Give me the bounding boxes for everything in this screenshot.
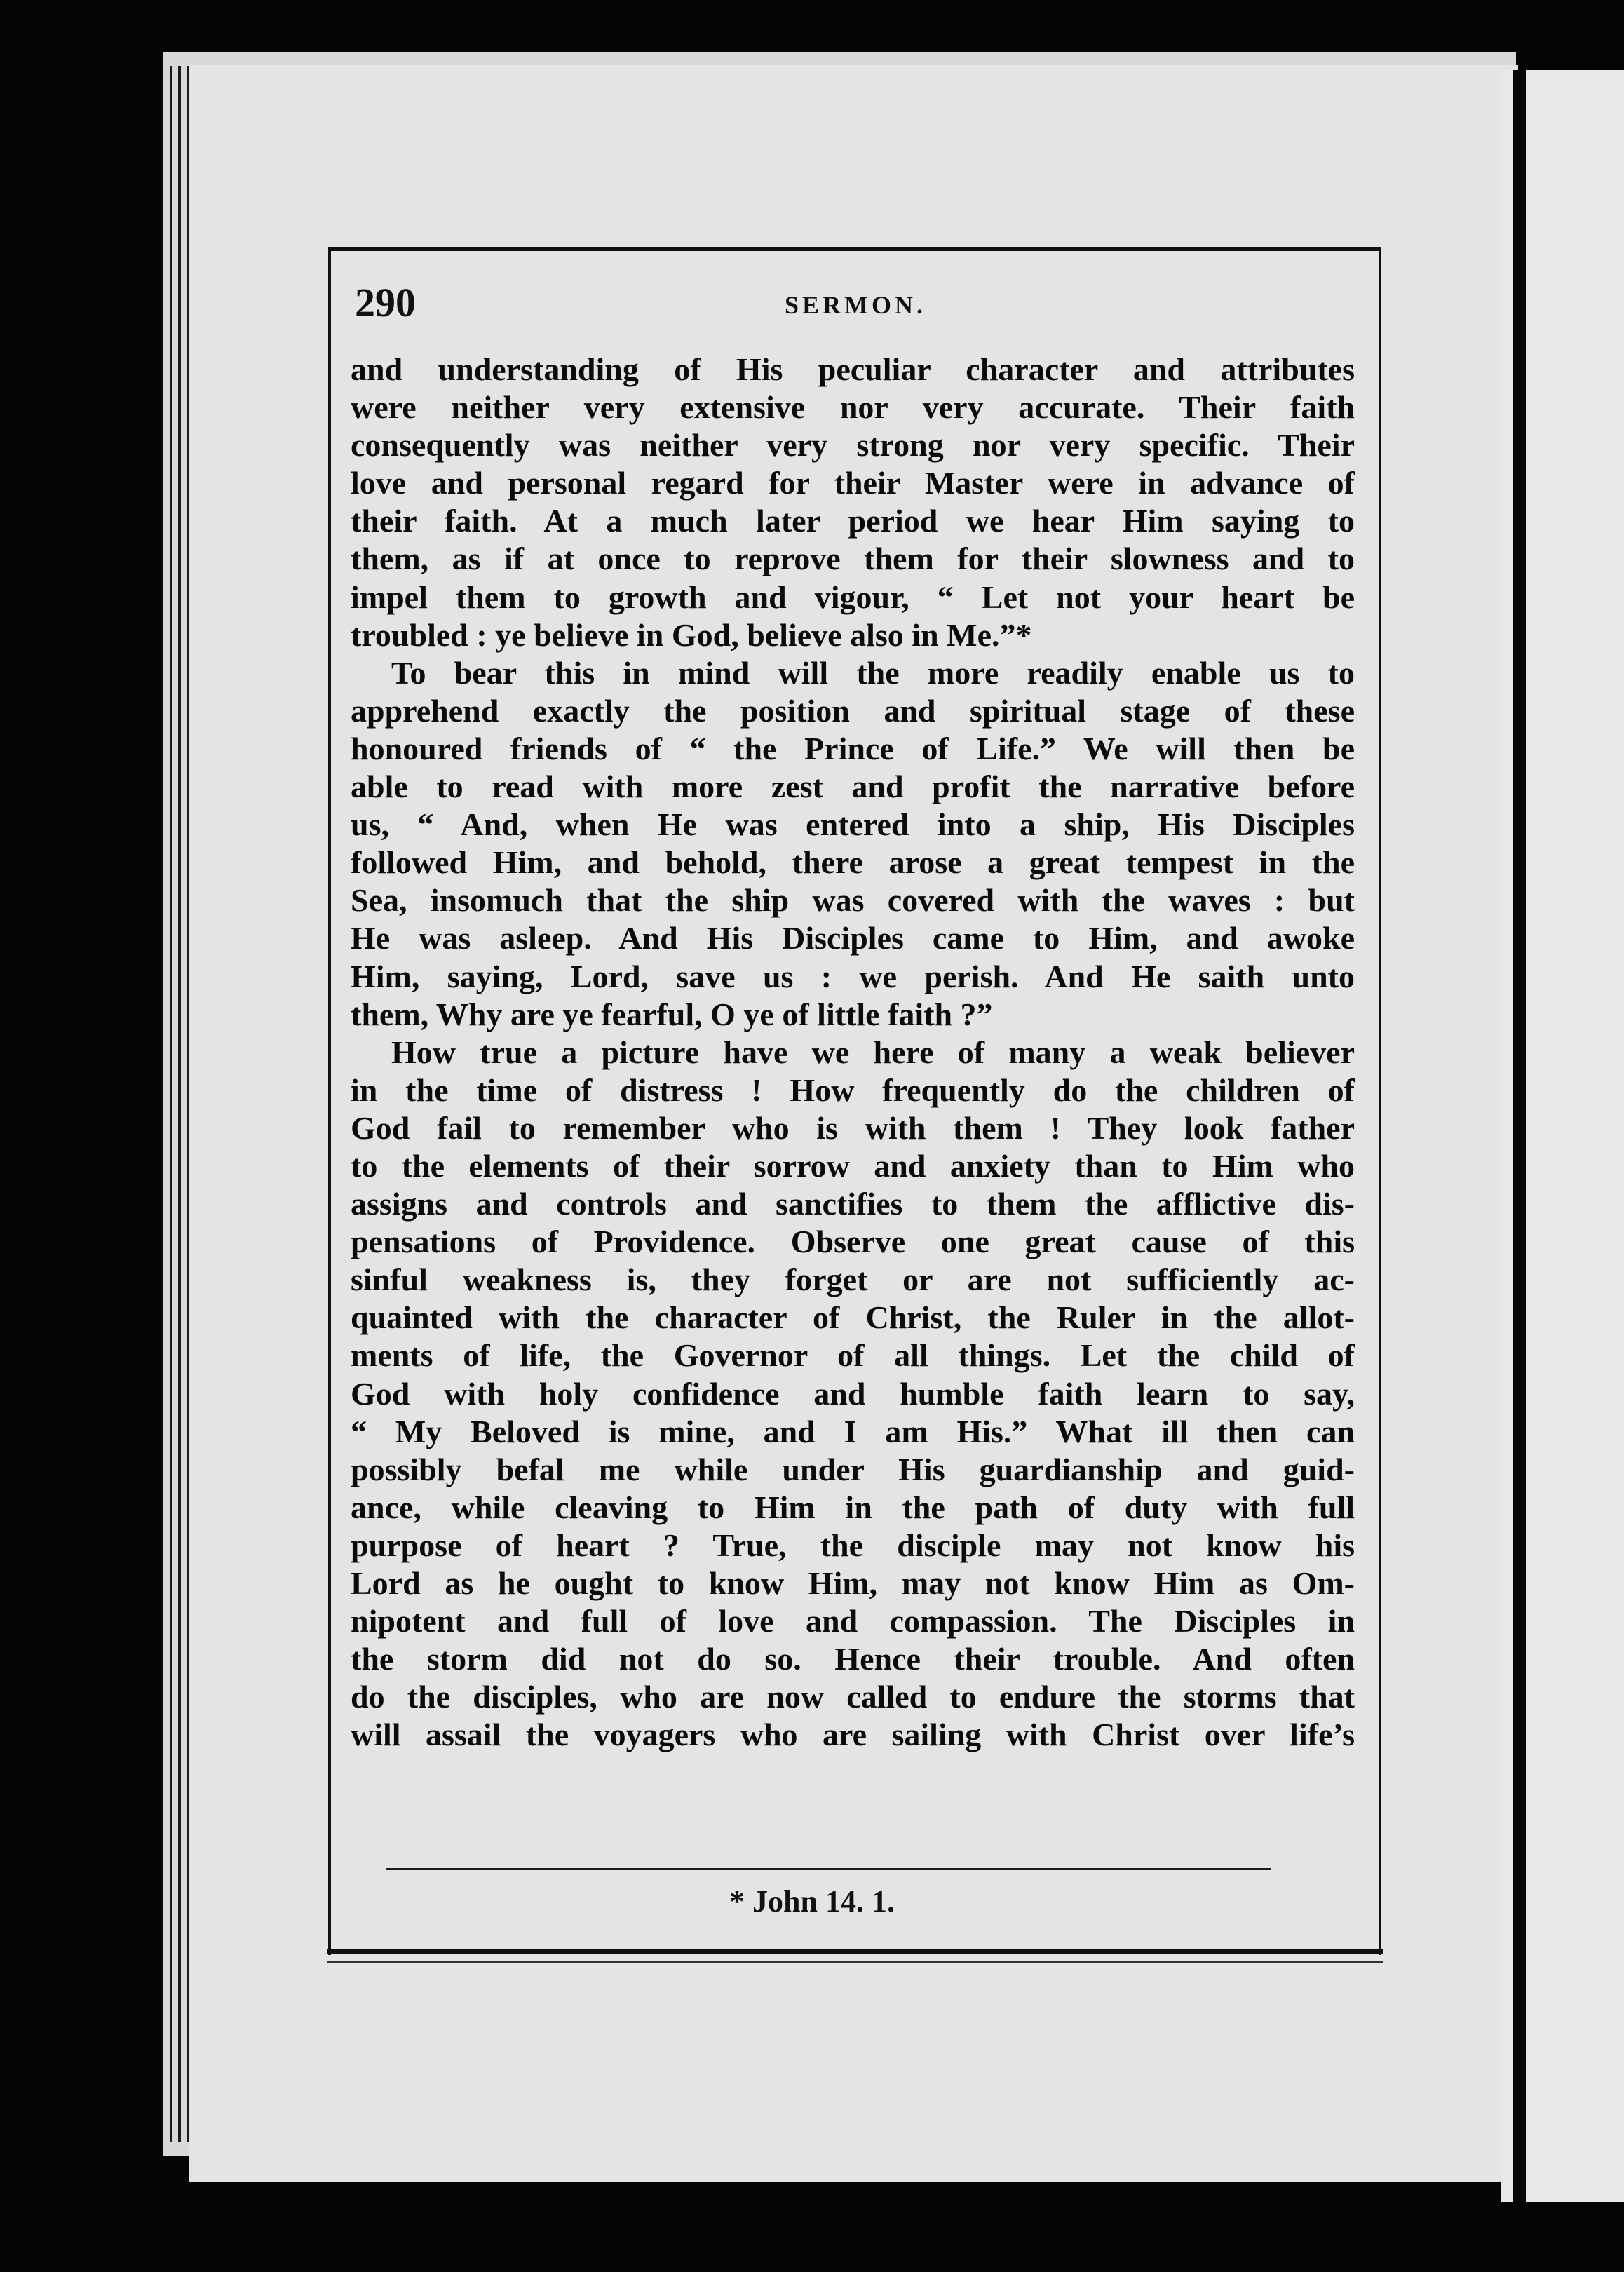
text-line: Him, saying, Lord, save us : we perish. And He saith unto	[351, 958, 1355, 994]
text-line: apprehend exactly the position and spiritual stage of these	[351, 692, 1355, 729]
text-line: He was asleep. And His Disciples came to Him, and awoke	[351, 920, 1355, 956]
text-line: able to read with more zest and profit the narrative before	[351, 769, 1355, 805]
text-line: followed Him, and behold, there arose a great tempest in the	[351, 844, 1355, 881]
running-head	[351, 279, 1360, 328]
text-line: honoured friends of “ the Prince of Life.” We will then be	[351, 730, 1355, 766]
page-number: 290	[355, 280, 416, 325]
text-line: us, “ And, when He was entered into a ship, His Disciples	[351, 806, 1355, 843]
footnote-rule	[386, 1868, 1271, 1870]
text-line: How true a picture have we here of many a weak believer	[391, 1034, 1355, 1070]
text-line: to the elements of their sorrow and anxiety than to Him who	[351, 1147, 1355, 1184]
text-line: in the time of distress ! How frequently do the children of	[351, 1071, 1355, 1108]
page-edge	[178, 66, 181, 2142]
text-line: do the disciples, who are now called to endure the storms that	[351, 1679, 1355, 1715]
text-line: nipotent and full of love and compassion. The Disciples in	[351, 1603, 1355, 1639]
text-line: will assail the voyagers who are sailing with Christ over life’s	[351, 1717, 1355, 1753]
page-edge	[170, 66, 172, 2142]
text-line: possibly befal me while under His guardianship and guid-	[351, 1451, 1355, 1487]
facing-page	[1501, 70, 1624, 2202]
text-line: their faith. At a much later period we hear Him saying to	[351, 503, 1355, 539]
text-line: and understanding of His peculiar character and attributes	[351, 351, 1355, 387]
page-border-bottom-inner	[327, 1961, 1383, 1963]
page-border-bottom	[327, 1949, 1383, 1954]
text-line: the storm did not do so. Hence their trouble. And often	[351, 1641, 1355, 1677]
text-line: God fail to remember who is with them ! They look father	[351, 1109, 1355, 1146]
text-line: them, Why are ye fearful, O ye of little faith ?”	[351, 996, 993, 1032]
text-line: were neither very extensive nor very accurate. Their faith	[351, 389, 1355, 426]
text-line: God with holy confidence and humble faith learn to say,	[351, 1375, 1355, 1412]
text-line: impel them to growth and vigour, “ Let not your heart be	[351, 579, 1355, 615]
text-line: love and personal regard for their Master were in advance of	[351, 465, 1355, 501]
text-line: pensations of Providence. Observe one great cause of this	[351, 1224, 1355, 1260]
text-line: sinful weakness is, they forget or are not sufficiently ac-	[351, 1262, 1355, 1298]
text-line: consequently was neither very strong nor very specific. Their	[351, 427, 1355, 464]
text-line: ments of life, the Governor of all things. Let the child of	[351, 1337, 1355, 1374]
text-line: assigns and controls and sanctifies to them the afflictive dis-	[351, 1186, 1355, 1222]
body-text	[351, 351, 1355, 1754]
running-head-title: SERMON.	[784, 291, 926, 319]
text-line: “ My Beloved is mine, and I am His.” What ill then can	[351, 1413, 1355, 1449]
text-line: them, as if at once to reprove them for their slowness and to	[351, 541, 1355, 577]
footnote: * John 14. 1.	[729, 1884, 895, 1919]
text-line: Sea, insomuch that the ship was covered with the waves : but	[351, 882, 1355, 919]
text-line: To bear this in mind will the more readily enable us to	[391, 654, 1355, 691]
text-line: ance, while cleaving to Him in the path of duty with full	[351, 1489, 1355, 1525]
text-line: troubled : ye believe in God, believe also in Me.”*	[351, 616, 1032, 653]
binding-gutter	[1513, 70, 1526, 2202]
text-line: quainted with the character of Christ, the Ruler in the allot-	[351, 1299, 1355, 1336]
text-line: purpose of heart ? True, the disciple may not know his	[351, 1527, 1355, 1563]
text-line: Lord as he ought to know Him, may not know Him as Om-	[351, 1565, 1355, 1601]
